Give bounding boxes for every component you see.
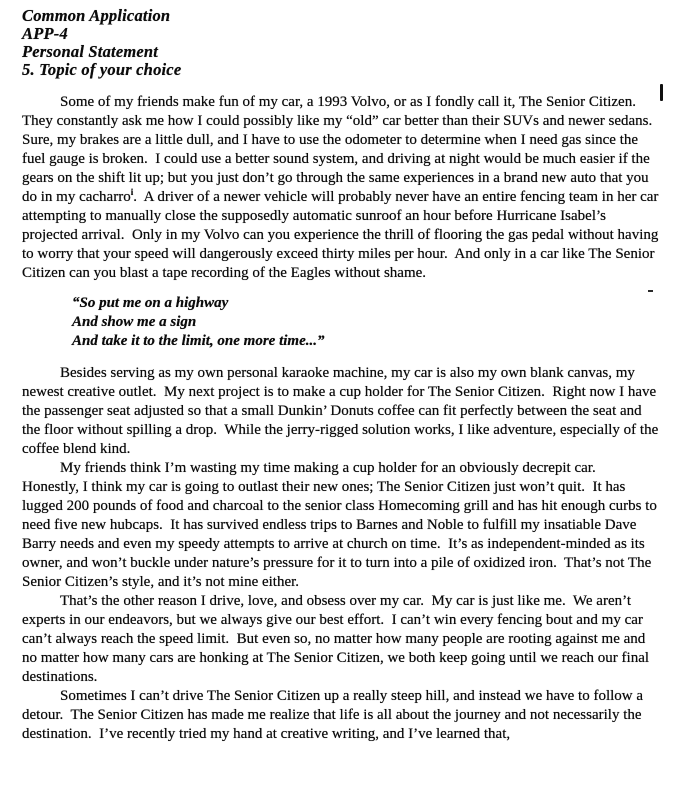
song-lyric-quote bbox=[72, 294, 659, 351]
scan-artifact-mark bbox=[660, 84, 663, 101]
essay-paragraph-5: Sometimes I can’t drive The Senior Citizen up a really steep hill, and instead we have to follow a detour. The Senior Citizen has made me realize that life is all about the journey and not necessarily the destination. I’ve recently tried my hand at creative writing, and I’ve learned that, bbox=[22, 688, 647, 742]
quote-line-2: And show me a sign bbox=[72, 314, 197, 330]
header-line-personal-statement: Personal Statement bbox=[22, 42, 159, 61]
essay-paragraph-1 bbox=[22, 93, 663, 283]
document-header bbox=[22, 7, 659, 79]
footnote-marker: i bbox=[130, 187, 134, 197]
quote-line-3: And take it to the limit, one more time...” bbox=[72, 333, 325, 349]
scan-speck-mark bbox=[648, 290, 653, 292]
essay-paragraph-4: That’s the other reason I drive, love, and obsess over my car. My car is just like me. We aren’t experts in our endeavors, but we always give our best effort. I can’t win every fencing bout and my car can’t always reach the speed limit. But even so, no matter how many people are rooting against me and no matter how many cars are honking at The Senior Citizen, we both keep going until we reach our final destinations. bbox=[22, 593, 653, 685]
essay-paragraph-3: My friends think I’m wasting my time making a cup holder for an obviously decrepit car. Honestly, I think my car is going to outlast their new ones; The Senior Citizen just won’t quit. It has lugged 200 pounds of food and charcoal to the senior class Homecoming grill and has hit enough curbs to need five new hubcaps. It has survived endless trips to Barnes and Noble to fulfill my insatiable Dave Barry needs and even my speedy attempts to arrive at church on time. It’s as independent-minded as its owner, and won’t buckle under nature’s pressure for it to turn into a pile of oxidized iron. That’s not The Senior Citizen’s style, and it’s not mine either. bbox=[22, 460, 661, 590]
quote-line-1: “So put me on a highway bbox=[72, 295, 229, 311]
header-line-topic: 5. Topic of your choice bbox=[22, 60, 182, 79]
essay-paragraph-2: Besides serving as my own personal karaoke machine, my car is also my own blank canvas, my newest creative outlet. My next project is to make a cup holder for The Senior Citizen. Right now I have the passenger seat adjusted so that a small Dunkin’ Donuts coffee can fit perfectly between the seat and the floor without spilling a drop. While the jerry-rigged solution works, I like adventure, especially of the coffee blend kind. bbox=[22, 365, 662, 457]
paragraph-1-text-before-footnote: Some of my friends make fun of my car, a 1993 Volvo, or as I fondly call it, The Senior Citizen. They constantly ask me how I could possibly like my “old” car better than their SUVs and newer sedans. Sure, my brakes are a little dull, and I have to use the odometer to determine when I need gas since the fuel gauge is broken. I could use a better sound system, and driving at night would be much easier if the gears on the shift lit up; but you just don’t go through the same experiences in a brand new auto that you do in my cacharro bbox=[22, 94, 660, 205]
header-line-app-number: APP-4 bbox=[22, 24, 68, 43]
paragraph-1-text-after-footnote: . A driver of a newer vehicle will probably never have an entire fencing team in her car attempting to manually close the supposedly automatic sunroof an hour before Hurricane Isabel’s projected arrival. Only in my Volvo can you experience the thrill of flooring the gas pedal without having to worry that your speed will dangerously exceed thirty miles per hour. And only in a car like The Senior Citizen can you blast a tape recording of the Eagles without shame. bbox=[22, 189, 663, 281]
header-line-application: Common Application bbox=[22, 6, 171, 25]
